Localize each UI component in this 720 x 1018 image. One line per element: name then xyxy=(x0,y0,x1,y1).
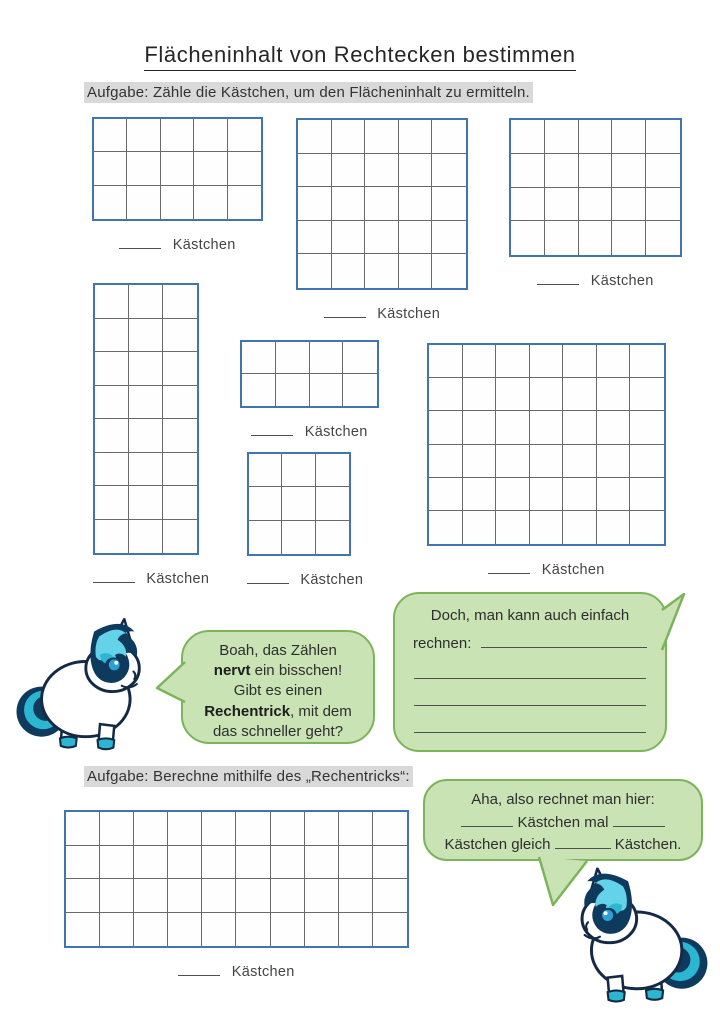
kaestchen-word: Kästchen xyxy=(231,963,295,980)
grid-cell xyxy=(432,154,466,188)
grid-cell xyxy=(630,378,664,411)
grid-cell xyxy=(202,879,236,913)
grid-cell xyxy=(129,352,163,386)
grid-cell xyxy=(530,345,564,378)
grid-cell xyxy=(134,846,168,880)
grid-cell xyxy=(339,879,373,913)
grid-cell xyxy=(630,345,664,378)
answer-line2 xyxy=(413,633,647,652)
grid-count-label xyxy=(509,271,682,289)
grid-cell xyxy=(236,846,270,880)
grid-cell xyxy=(579,188,613,222)
write-line xyxy=(414,679,646,706)
grid-cell xyxy=(511,154,545,188)
grid-cell xyxy=(563,345,597,378)
grid-cell xyxy=(95,386,129,420)
grid-cell xyxy=(305,879,339,913)
complaint-line1: Boah, das Zählen xyxy=(219,642,337,659)
grid-cell xyxy=(612,188,646,222)
complaint-text xyxy=(183,632,373,742)
grid-cell xyxy=(429,378,463,411)
grid-cell xyxy=(432,221,466,255)
kaestchen-final-text: Kästchen. xyxy=(614,836,682,853)
grid-cell xyxy=(95,285,129,319)
grid-cell xyxy=(298,120,332,154)
grid-cell xyxy=(129,486,163,520)
grid-cell xyxy=(134,913,168,947)
grid-cell xyxy=(339,913,373,947)
grid-cell xyxy=(563,445,597,478)
grid-cell xyxy=(129,520,163,554)
grid-cell xyxy=(630,445,664,478)
grid-cell xyxy=(163,319,197,353)
grid-cell xyxy=(530,511,564,544)
grid-cell xyxy=(161,186,194,219)
grid-cell xyxy=(316,487,349,520)
grid-cell xyxy=(496,478,530,511)
grid-block-top-middle xyxy=(296,118,468,322)
grid-cell xyxy=(597,345,631,378)
grid-cell xyxy=(100,812,134,846)
write-blank xyxy=(481,633,647,648)
grid-cell xyxy=(129,319,163,353)
grid-rect-5x4 xyxy=(509,118,682,257)
speech-bubble-conclusion xyxy=(423,779,703,861)
grid-cell xyxy=(463,378,497,411)
grid-cell xyxy=(95,419,129,453)
grid-cell xyxy=(332,154,366,188)
grid-cell xyxy=(95,453,129,487)
grid-cell xyxy=(365,221,399,255)
rechnen-label: rechnen: xyxy=(413,635,472,652)
grid-cell xyxy=(399,221,433,255)
grid-block-left-tall xyxy=(93,283,210,587)
grid-cell xyxy=(373,846,407,880)
grid-cell xyxy=(276,342,310,374)
grid-cell xyxy=(129,453,163,487)
grid-count-label xyxy=(64,962,409,980)
grid-cell xyxy=(202,812,236,846)
grid-cell xyxy=(399,254,433,288)
grid-cell xyxy=(545,221,579,255)
grid-cell xyxy=(432,120,466,154)
answer-blank xyxy=(488,560,530,574)
grid-cell xyxy=(429,511,463,544)
write-line xyxy=(414,706,646,733)
kaestchen-mal-text: Kästchen mal xyxy=(517,813,609,831)
answer-text xyxy=(395,594,665,750)
grid-cell xyxy=(579,154,613,188)
page-title xyxy=(0,42,720,68)
grid-cell xyxy=(339,812,373,846)
grid-cell xyxy=(630,511,664,544)
grid-cell xyxy=(66,913,100,947)
grid-cell xyxy=(332,120,366,154)
answer-blank xyxy=(555,835,611,849)
grid-cell xyxy=(373,913,407,947)
grid-cell xyxy=(236,812,270,846)
grid-block-bottom-wide xyxy=(64,810,409,980)
grid-cell xyxy=(612,154,646,188)
grid-cell xyxy=(563,511,597,544)
grid-cell xyxy=(134,812,168,846)
grid-cell xyxy=(496,411,530,444)
grid-cell xyxy=(332,254,366,288)
grid-cell xyxy=(95,486,129,520)
grid-cell xyxy=(163,520,197,554)
grid-block-mid-square xyxy=(247,452,364,588)
grid-count-label xyxy=(240,422,379,440)
grid-cell xyxy=(100,913,134,947)
grid-cell xyxy=(432,254,466,288)
task-count-text: Aufgabe: Zähle die Kästchen, um den Flächeninhalt zu ermitteln. xyxy=(84,82,533,103)
grid-cell xyxy=(630,478,664,511)
grid-cell xyxy=(305,812,339,846)
grid-cell xyxy=(228,186,261,219)
grid-cell xyxy=(163,285,197,319)
grid-cell xyxy=(597,411,631,444)
grid-cell xyxy=(282,521,315,554)
grid-cell xyxy=(236,913,270,947)
grid-cell xyxy=(496,445,530,478)
grid-rect-10x4 xyxy=(64,810,409,948)
grid-cell xyxy=(597,478,631,511)
grid-cell xyxy=(310,374,344,406)
grid-cell xyxy=(202,913,236,947)
grid-cell xyxy=(305,846,339,880)
grid-cell xyxy=(530,445,564,478)
kaestchen-word: Kästchen xyxy=(590,272,654,289)
grid-cell xyxy=(249,487,282,520)
grid-cell xyxy=(127,119,160,152)
kaestchen-word: Kästchen xyxy=(172,236,236,253)
grid-cell xyxy=(194,152,227,185)
grid-cell xyxy=(316,454,349,487)
grid-cell xyxy=(365,187,399,221)
grid-cell xyxy=(127,186,160,219)
answer-blank xyxy=(93,569,135,583)
grid-cell xyxy=(463,511,497,544)
task-calc-text: Aufgabe: Berechne mithilfe des „Rechentricks“: xyxy=(84,766,413,787)
complaint-line4: Rechentrick, mit dem xyxy=(204,702,352,720)
kaestchen-word: Kästchen xyxy=(146,570,210,587)
grid-cell xyxy=(365,254,399,288)
grid-cell xyxy=(579,221,613,255)
grid-cell xyxy=(298,154,332,188)
grid-cell xyxy=(168,846,202,880)
grid-cell xyxy=(399,120,433,154)
grid-cell xyxy=(339,846,373,880)
kaestchen-gleich-text: Kästchen gleich xyxy=(444,836,551,853)
grid-cell xyxy=(66,812,100,846)
bubble-tail-left-icon xyxy=(157,658,185,728)
page-title-text: Flächeninhalt von Rechtecken bestimmen xyxy=(144,42,575,71)
grid-block-top-left xyxy=(92,117,263,253)
grid-rect-7x6 xyxy=(427,343,666,546)
grid-cell xyxy=(563,478,597,511)
grid-cell xyxy=(163,352,197,386)
grid-cell xyxy=(630,411,664,444)
bubble-tail-bottom-icon xyxy=(537,855,593,909)
complaint-line2: nervt ein bisschen! xyxy=(213,662,343,680)
grid-cell xyxy=(228,119,261,152)
grid-rect-5x5 xyxy=(296,118,468,290)
grid-cell xyxy=(161,152,194,185)
answer-blank xyxy=(178,962,220,976)
grid-cell xyxy=(563,378,597,411)
grid-cell xyxy=(66,846,100,880)
grid-cell xyxy=(365,120,399,154)
task-count-instruction xyxy=(84,84,533,101)
grid-rect-3x8 xyxy=(93,283,199,555)
grid-cell xyxy=(129,386,163,420)
grid-cell xyxy=(100,879,134,913)
grid-cell xyxy=(365,154,399,188)
grid-cell xyxy=(129,285,163,319)
kaestchen-word: Kästchen xyxy=(541,561,605,578)
conclusion-line2 xyxy=(425,812,701,835)
grid-rect-5x3 xyxy=(92,117,263,221)
unicorn-icon xyxy=(14,612,156,762)
grid-cell xyxy=(373,812,407,846)
conclusion-line1: Aha, also rechnet man hier: xyxy=(471,791,655,808)
grid-block-mid-small xyxy=(240,340,379,440)
grid-cell xyxy=(597,511,631,544)
grid-cell xyxy=(242,342,276,374)
grid-block-top-right xyxy=(509,118,682,289)
grid-cell xyxy=(399,187,433,221)
grid-cell xyxy=(530,411,564,444)
grid-cell xyxy=(228,152,261,185)
conclusion-text xyxy=(425,781,701,859)
grid-cell xyxy=(373,879,407,913)
grid-cell xyxy=(276,374,310,406)
grid-cell xyxy=(463,445,497,478)
grid-cell xyxy=(496,511,530,544)
grid-cell xyxy=(194,186,227,219)
grid-cell xyxy=(332,221,366,255)
grid-cell xyxy=(563,411,597,444)
grid-cell xyxy=(163,386,197,420)
grid-count-label xyxy=(296,304,468,322)
grid-cell xyxy=(646,120,680,154)
kaestchen-word: Kästchen xyxy=(377,305,441,322)
grid-count-label xyxy=(92,235,263,253)
grid-cell xyxy=(316,521,349,554)
grid-cell xyxy=(545,120,579,154)
answer-blank xyxy=(119,235,161,249)
grid-cell xyxy=(646,221,680,255)
grid-cell xyxy=(95,319,129,353)
grid-cell xyxy=(432,187,466,221)
grid-cell xyxy=(298,254,332,288)
grid-cell xyxy=(511,188,545,222)
grid-cell xyxy=(579,120,613,154)
grid-cell xyxy=(94,152,127,185)
grid-count-label xyxy=(93,569,210,587)
grid-cell xyxy=(305,913,339,947)
grid-cell xyxy=(545,188,579,222)
grid-cell xyxy=(100,846,134,880)
answer-blank xyxy=(537,271,579,285)
grid-cell xyxy=(343,374,377,406)
kaestchen-word: Kästchen xyxy=(304,423,368,440)
grid-cell xyxy=(612,221,646,255)
grid-cell xyxy=(202,846,236,880)
grid-block-right-large xyxy=(427,343,666,578)
grid-cell xyxy=(168,812,202,846)
grid-cell xyxy=(597,445,631,478)
grid-rect-3x3 xyxy=(247,452,351,556)
grid-cell xyxy=(496,345,530,378)
grid-cell xyxy=(249,521,282,554)
grid-cell xyxy=(463,345,497,378)
grid-cell xyxy=(168,913,202,947)
grid-cell xyxy=(271,879,305,913)
unicorn-left-illustration xyxy=(14,612,156,762)
grid-cell xyxy=(511,120,545,154)
grid-cell xyxy=(332,187,366,221)
grid-cell xyxy=(597,378,631,411)
task-calc-instruction xyxy=(84,768,413,785)
grid-cell xyxy=(496,378,530,411)
grid-cell xyxy=(646,188,680,222)
answer-blank xyxy=(461,812,513,826)
grid-cell xyxy=(298,187,332,221)
grid-cell xyxy=(612,120,646,154)
grid-cell xyxy=(271,812,305,846)
answer-line1: Doch, man kann auch einfach xyxy=(430,607,630,624)
grid-count-label xyxy=(427,560,666,578)
answer-blank xyxy=(613,812,665,826)
complaint-line3: Gibt es einen xyxy=(233,682,323,700)
bubble-tail-topright-icon xyxy=(662,594,686,654)
answer-blank xyxy=(247,570,289,584)
grid-cell xyxy=(95,520,129,554)
grid-cell xyxy=(399,154,433,188)
grid-cell xyxy=(511,221,545,255)
grid-cell xyxy=(282,487,315,520)
grid-cell xyxy=(94,119,127,152)
grid-cell xyxy=(271,846,305,880)
grid-cell xyxy=(282,454,315,487)
grid-cell xyxy=(463,411,497,444)
grid-cell xyxy=(236,879,270,913)
grid-count-label xyxy=(247,570,364,588)
grid-cell xyxy=(429,445,463,478)
grid-cell xyxy=(134,879,168,913)
kaestchen-word: Kästchen xyxy=(300,571,364,588)
grid-cell xyxy=(242,374,276,406)
grid-cell xyxy=(66,879,100,913)
complaint-line5: das schneller geht? xyxy=(212,722,344,740)
grid-cell xyxy=(163,419,197,453)
grid-cell xyxy=(530,478,564,511)
grid-cell xyxy=(298,221,332,255)
grid-cell xyxy=(163,453,197,487)
grid-cell xyxy=(310,342,344,374)
grid-cell xyxy=(271,913,305,947)
answer-blank xyxy=(251,422,293,436)
grid-cell xyxy=(161,119,194,152)
grid-rect-4x2 xyxy=(240,340,379,408)
conclusion-line3 xyxy=(425,834,701,857)
grid-cell xyxy=(429,478,463,511)
grid-cell xyxy=(343,342,377,374)
grid-cell xyxy=(530,378,564,411)
grid-cell xyxy=(429,411,463,444)
grid-cell xyxy=(95,352,129,386)
grid-cell xyxy=(194,119,227,152)
grid-cell xyxy=(429,345,463,378)
grid-cell xyxy=(646,154,680,188)
grid-cell xyxy=(94,186,127,219)
speech-bubble-answer xyxy=(393,592,667,752)
grid-cell xyxy=(249,454,282,487)
grid-cell xyxy=(127,152,160,185)
grid-cell xyxy=(168,879,202,913)
answer-blank xyxy=(324,304,366,318)
grid-cell xyxy=(545,154,579,188)
write-line xyxy=(414,652,646,679)
speech-bubble-complaint xyxy=(181,630,375,744)
grid-cell xyxy=(463,478,497,511)
grid-cell xyxy=(129,419,163,453)
grid-cell xyxy=(163,486,197,520)
